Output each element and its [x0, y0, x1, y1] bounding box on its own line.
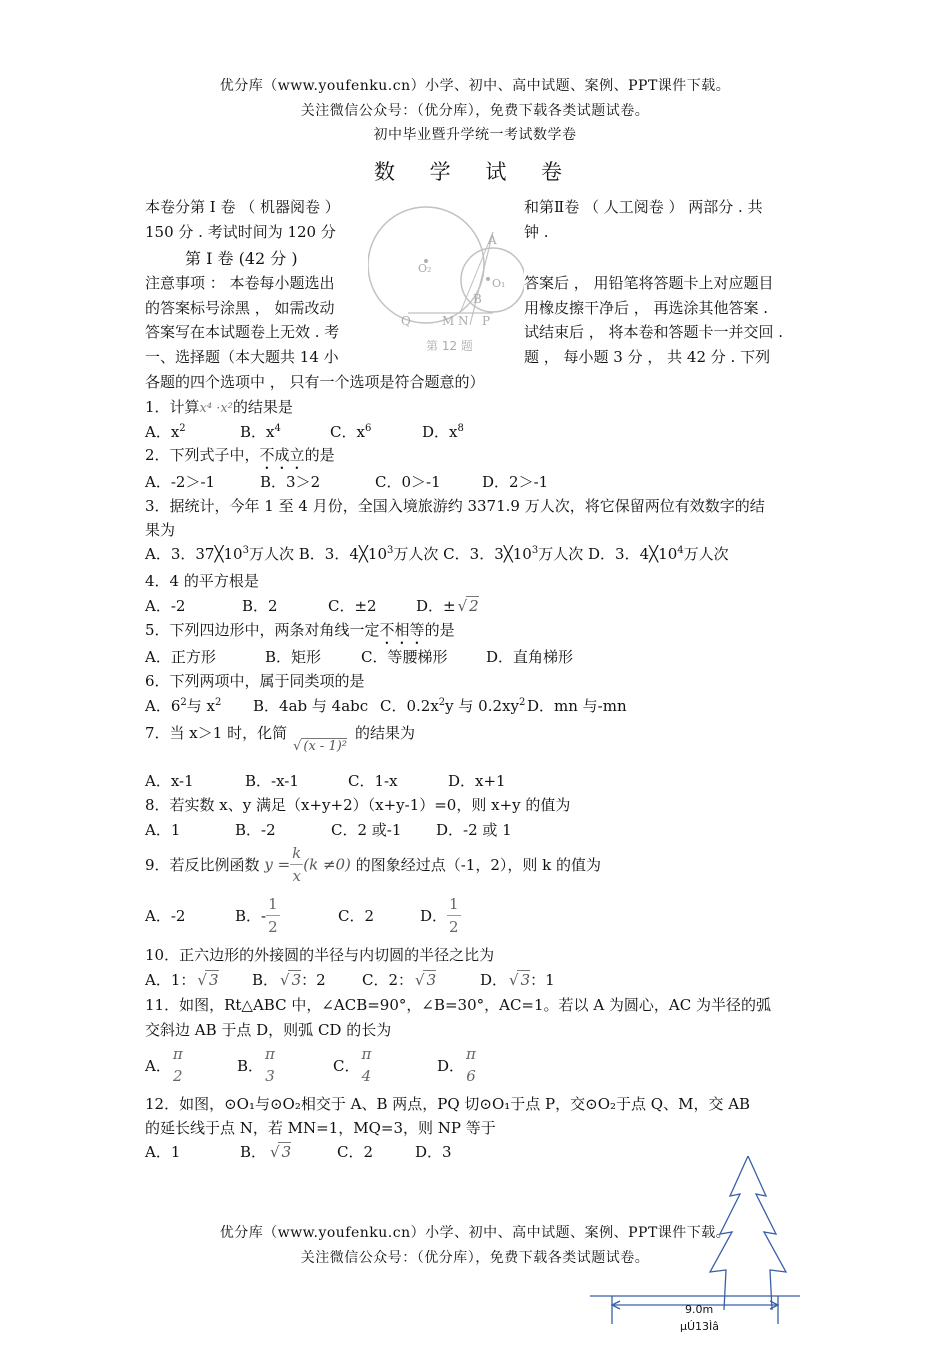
q1-stem: 1．计算x⁴ ·x²的结果是 — [145, 398, 293, 416]
notice-left-1: 注意事项 ： 本卷每小题选出 — [145, 274, 335, 292]
q2-options: A．-2＞-1 B．3＞2 C．0＞-1 D．2＞-1 — [145, 473, 549, 491]
q2-stem: 2．下列式子中，不成立的是 — [145, 446, 335, 464]
notice-left-2: 的答案标号涂黑 ， 如需改动 — [145, 299, 335, 317]
figure-12 — [368, 195, 524, 360]
notice-right-2: 用橡皮擦干净后 ， 再选涂其他答案 . — [524, 299, 769, 317]
fig-label-q: Q — [401, 314, 411, 328]
q1-options: A．x2 B．x4 C．x6 D．x8 — [145, 423, 464, 441]
notice-left-3: 答案写在本试题卷上无效 . 考 — [145, 323, 340, 341]
fig-label-p: P — [482, 314, 491, 328]
q3-options: A．3．37╳103万人次 B．3．4╳103万人次 C．3．3╳103万人次 D．3．4╳104万人次 — [145, 545, 729, 563]
q10-options: A．1：√ 3 B．√ 3：2 C．2：√ 3 D．√ 3：1 — [145, 969, 555, 990]
fig-label-a: A — [488, 233, 497, 247]
header-line-3: 初中毕业暨升学统一考试数学卷 — [373, 127, 577, 143]
header-line-1: 优分库（www.youfenku.cn）小学、初中、高中试题、案例、PPT课件下载。 — [219, 78, 731, 94]
section-line-2: 各题的四个选项中 ， 只有一个选项是符合题意的） — [145, 373, 485, 391]
tree-figure — [580, 1150, 805, 1344]
fig-label-o1: O₁ — [492, 277, 506, 290]
tree-left-outline — [710, 1156, 748, 1310]
q11-stem-2: 交斜边 AB 于点 D，则弧 CD 的长为 — [145, 1021, 392, 1039]
footer-line-1: 优分库（www.youfenku.cn）小学、初中、高中试题、案例、PPT课件下载。 — [219, 1225, 731, 1241]
fig-caption: 第 12 题 — [426, 339, 473, 353]
q4-options: A．-2 B．2 C．±2 D．±√ 2 — [145, 595, 479, 616]
fig-label-o2: O₂ — [418, 262, 432, 275]
intro-right-2: 钟 . — [524, 223, 549, 241]
q5-stem: 5．下列四边形中，两条对角线一定不相等的是 — [145, 621, 455, 639]
q10-stem: 10．正六边形的外接圆的半径与内切圆的半径之比为 — [145, 946, 495, 964]
tree-right-outline — [748, 1156, 786, 1310]
q7-stem: 7．当 x＞1 时，化简√ (x - 1)²的结果为 — [145, 722, 415, 743]
notice-right-3: 试结束后 ， 将本卷和答题卡一并交回 . — [524, 323, 784, 341]
q12-stem-1: 12．如图，⊙O₁与⊙O₂相交于 A、B 两点，PQ 切⊙O₁于点 P，交⊙O₂于点 Q、M，交 AB — [145, 1095, 751, 1113]
q8-options: A．1 B．-2 C．2 或-1 D．-2 或 1 — [145, 821, 512, 839]
q6-stem: 6．下列两项中，属于同类项的是 — [145, 672, 365, 690]
fig-label-m: M — [442, 314, 455, 328]
tree-caption: µÚ13Ìâ — [680, 1320, 720, 1333]
q12-options: A．1 B．√ 3 C．2 D．3 — [145, 1141, 452, 1162]
q5-options: A．正方形 B．矩形 C．等腰梯形 D．直角梯形 — [145, 648, 574, 666]
part-1-heading: 第 Ⅰ 卷 (42 分 ) — [185, 249, 298, 268]
q12-stem-2: 的延长线于点 N，若 MN=1，MQ=3，则 NP 等于 — [145, 1119, 496, 1137]
section-left: 一、选择题（本大题共 14 小 — [145, 348, 339, 366]
intro-left-2: 150 分 . 考试时间为 120 分 — [145, 223, 336, 241]
intro-left-1: 本卷分第 Ⅰ 卷 （ 机器阅卷 ） — [145, 198, 340, 216]
q3-stem-2: 果为 — [145, 521, 176, 539]
q3-stem-1: 3．据统计，今年 1 至 4 月份，全国入境旅游约 3371.9 万人次，将它保留两位有效数字的结 — [145, 497, 765, 515]
q11-stem-1: 11．如图，Rt△ABC 中，∠ACB=90°，∠B=30°，AC=1。若以 A 为圆心，AC 为半径的弧 — [145, 996, 771, 1014]
header-line-2: 关注微信公众号：（优分库），免费下载各类试题试卷。 — [300, 103, 650, 119]
q6-options: A．62与 x2 B．4ab 与 4abc C．0.2x2y 与 0.2xy2 D．mn 与-mn — [145, 697, 627, 715]
intro-right-1: 和第Ⅱ卷 （ 人工阅卷 ） 两部分 . 共 — [524, 198, 763, 216]
tree-dimension: 9.0m — [685, 1303, 714, 1316]
fig-label-n: N — [458, 314, 469, 328]
section-right: 题 ， 每小题 3 分 ， 共 42 分 . 下列 — [524, 348, 771, 366]
fig-label-b: B — [473, 292, 482, 306]
q9-options: A．-2 B．- $\frac{1}{2}$ C．2 D． $\frac{1}{2}$ — [145, 895, 459, 936]
q9-stem: 9．若反比例函数 y = $\frac{k}{x}$ (k ≠0) 的图象经过点（-1，2），则 k 的值为 — [145, 844, 601, 885]
q11-options: A． π 2 B． π 3 C． π 4 D． π 6 — [145, 1045, 476, 1085]
q7-options: A．x-1 B．-x-1 C．1-x D．x+1 — [145, 772, 506, 790]
q8-stem: 8．若实数 x、y 满足（x+y+2）（x+y-1）=0，则 x+y 的值为 — [145, 796, 571, 814]
footer-line-2: 关注微信公众号：（优分库），免费下载各类试题试卷。 — [300, 1250, 650, 1266]
notice-right-1: 答案后 ， 用铅笔将答题卡上对应题目 — [524, 274, 774, 292]
page-title: 数 学 试 卷 — [373, 160, 577, 184]
q4-stem: 4．4 的平方根是 — [145, 572, 259, 590]
